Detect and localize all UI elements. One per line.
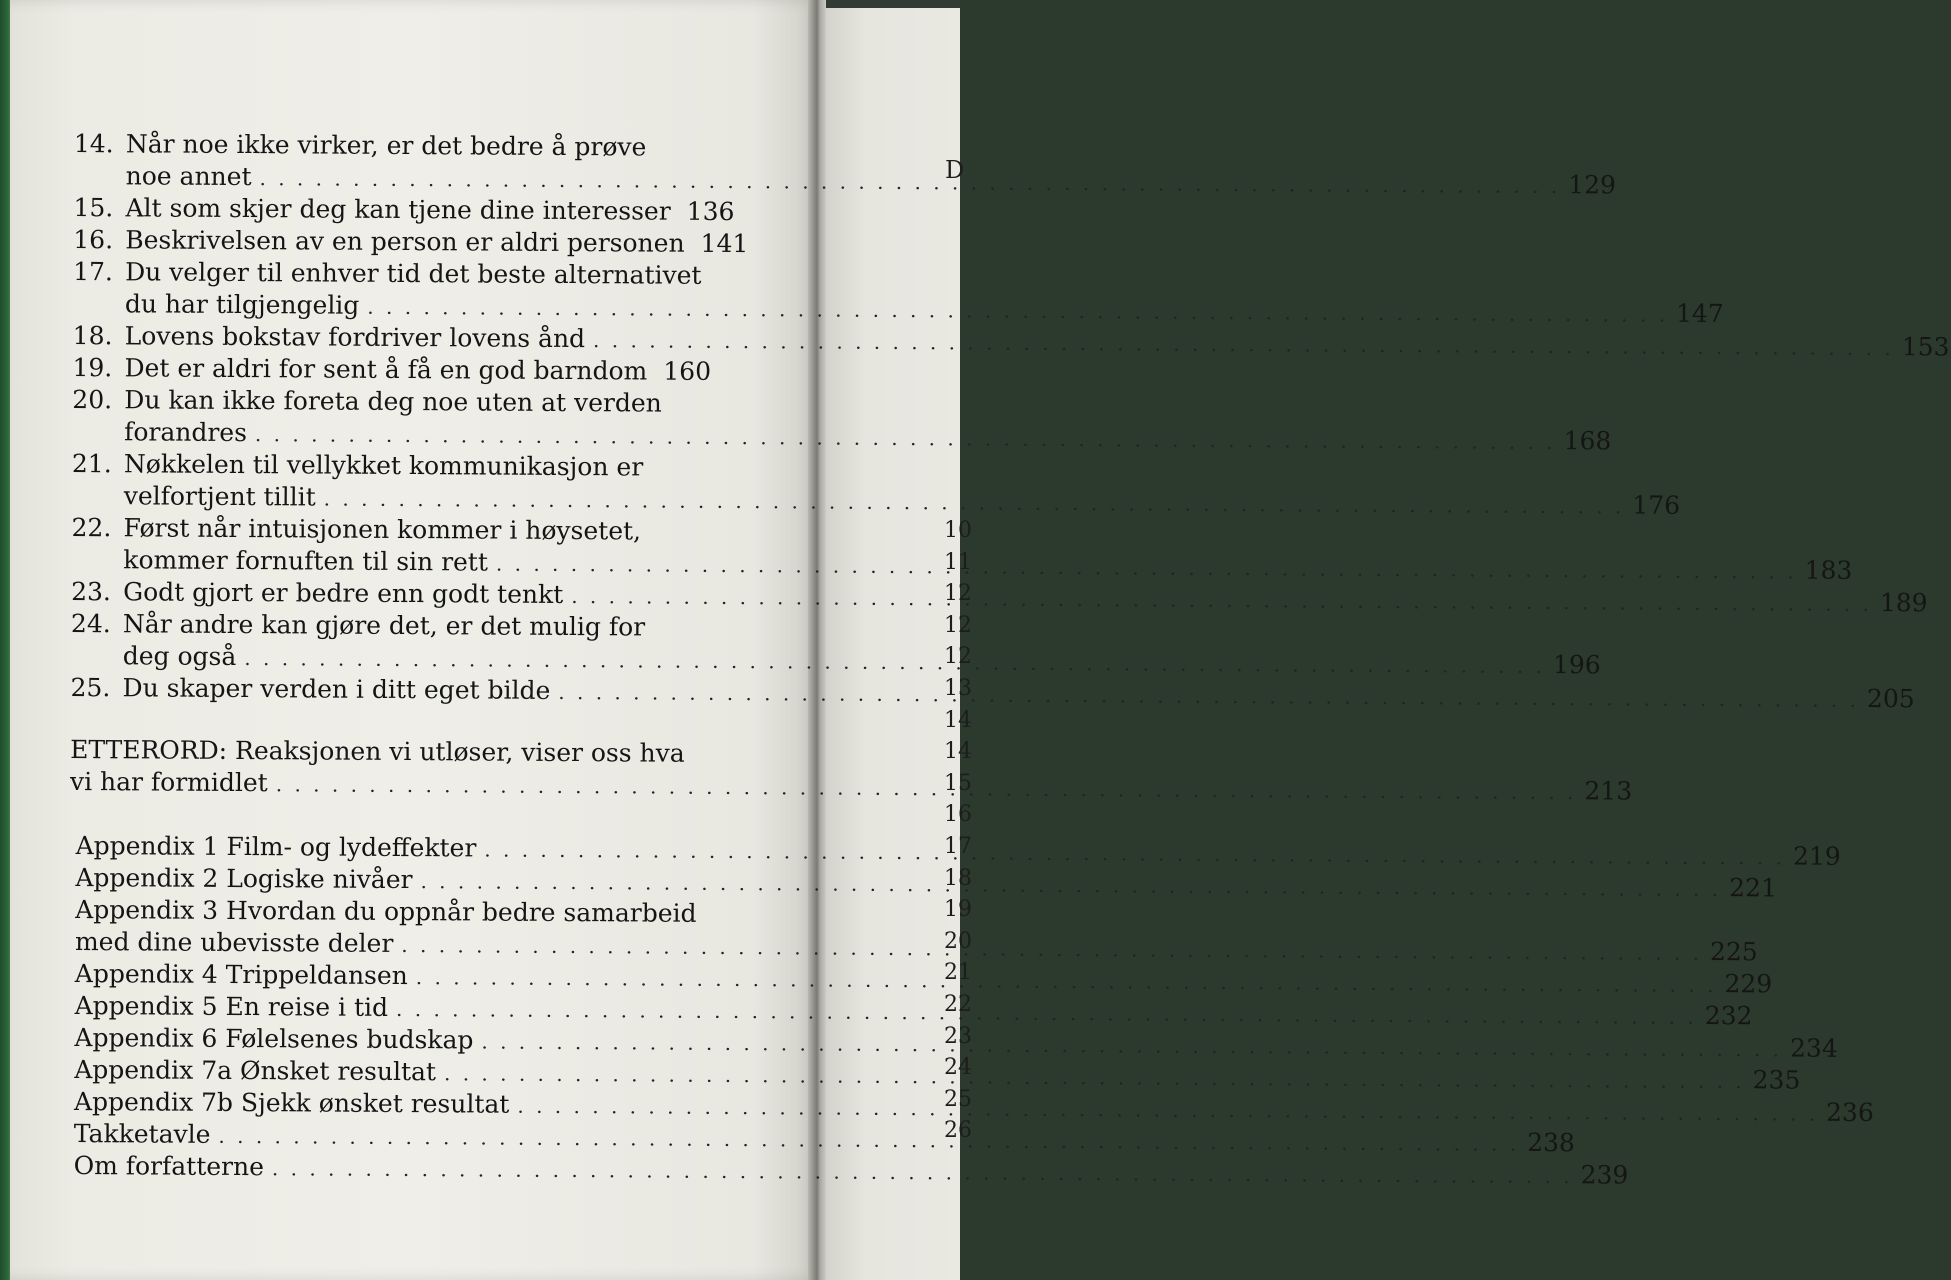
- toc-entry-line: [68, 1022, 1838, 1063]
- toc-entry-title: Lovens bokstav fordriver lovens ånd: [124, 321, 586, 354]
- page-number: 238: [1527, 1127, 1575, 1158]
- toc-entry-title: Du skaper verden i ditt eget bilde: [122, 673, 551, 705]
- page-number: 239: [1580, 1160, 1629, 1190]
- right-page-chapter-number: 22: [944, 992, 972, 1017]
- page-number: 235: [1752, 1065, 1801, 1095]
- right-page-chapter-number: 16: [944, 802, 972, 828]
- right-page-chapter-number: 14: [944, 739, 972, 765]
- page-number: 219: [1792, 841, 1841, 871]
- toc-entry-line: [72, 416, 1612, 456]
- toc-entry-line: [73, 192, 735, 228]
- page-number: 232: [1704, 1000, 1753, 1031]
- page-number: 160: [663, 356, 712, 386]
- toc-entry-title: Om forfatterne: [73, 1151, 265, 1182]
- page-number: 147: [1675, 298, 1724, 329]
- chapter-number: 16.: [73, 224, 114, 255]
- page-number: 236: [1825, 1097, 1874, 1128]
- page-number: 183: [1804, 555, 1853, 585]
- chapter-number: 18.: [72, 320, 113, 351]
- right-page-content: [826, 0, 972, 1280]
- toc-entry-line: [73, 288, 1724, 329]
- right-page-chapter-number: 25: [944, 1086, 972, 1112]
- right-page-chapter-number: 14: [944, 707, 972, 733]
- toc-entry-line: [72, 480, 1681, 520]
- chapter-number: 14.: [73, 128, 114, 159]
- toc-entry-title: Appendix 4 Trippeldansen: [74, 959, 408, 991]
- toc-entry-title: Takketavle: [73, 1119, 211, 1149]
- toc-entry-title: Appendix 1 Film- og lydeffekter: [75, 831, 477, 863]
- page-number: 129: [1568, 170, 1617, 200]
- toc-entry-line: [70, 734, 700, 770]
- toc-entry-line: [71, 608, 701, 644]
- toc-entry-title: Alt som skjer deg kan tjene dine interesser: [125, 193, 671, 226]
- toc-entry-line: [72, 448, 702, 484]
- chapter-number: 23.: [71, 576, 112, 607]
- right-page-chapter-number: 12: [944, 644, 972, 670]
- right-page-chapter-number: 17: [944, 834, 972, 859]
- chapter-number: 15.: [73, 192, 114, 223]
- toc-entry-line: [74, 128, 704, 164]
- page-number: 153: [1901, 332, 1950, 362]
- right-page-chapter-number: 13: [944, 676, 972, 701]
- toc-entry-title: Appendix 3 Hvordan du oppnår bedre samarbeid: [75, 895, 697, 928]
- toc-entry-line: [73, 256, 703, 292]
- right-page-chapter-number: 24: [944, 1055, 972, 1081]
- toc-entry-title: deg også: [122, 641, 237, 672]
- toc-entry-title: velfortjent tillit: [123, 481, 316, 512]
- toc-entry-title: noe annet: [125, 161, 252, 192]
- page-number: 213: [1584, 776, 1633, 806]
- chapter-number: 19.: [72, 352, 113, 383]
- toc-entry-title: Appendix 5 En reise i tid: [74, 991, 389, 1022]
- chapter-number: 24.: [70, 608, 111, 639]
- chapter-number: 21.: [71, 448, 112, 479]
- toc-entry-title: Appendix 7b Sjekk ønsket resultat: [73, 1087, 510, 1119]
- toc-entry-title: Først når intuisjonen kommer i høysetet,: [123, 513, 642, 546]
- toc-entry-title: Når noe ikke virker, er det bedre å prøve: [125, 129, 647, 162]
- right-page-chapter-number: 21: [944, 960, 972, 986]
- right-page-heading-fragment: D: [945, 156, 965, 184]
- toc-entry-title: Appendix 2 Logiske nivåer: [75, 863, 413, 895]
- page-number: 141: [700, 228, 749, 259]
- page-number: 189: [1879, 588, 1928, 618]
- page-number: 176: [1632, 490, 1681, 520]
- right-page-chapter-number: 10: [944, 518, 972, 543]
- toc-entry-title: ETTERORD: Reaksjonen vi utløser, viser oss hva: [70, 734, 685, 768]
- right-page-chapter-number: 19: [944, 897, 972, 923]
- page-number: 221: [1729, 873, 1777, 903]
- page-number: 234: [1789, 1033, 1838, 1063]
- right-page-chapter-number: 20: [944, 928, 972, 954]
- toc-entry-title: Nøkkelen til vellykket kommunikasjon er: [123, 449, 644, 482]
- page-number: 196: [1552, 650, 1601, 680]
- right-page-chapter-number: 12: [944, 612, 972, 638]
- toc-entry-title: Godt gjort er bedre enn godt tenkt: [123, 577, 564, 609]
- section-spacer: [70, 704, 700, 738]
- right-page-chapter-number: 23: [944, 1023, 972, 1049]
- toc-entry-title: Appendix 6 Følelsenes budskap: [74, 1023, 474, 1055]
- chapter-number: 22.: [71, 512, 112, 543]
- chapter-number: 20.: [72, 384, 113, 415]
- toc-entry-line: [72, 320, 1950, 362]
- page-number: 136: [686, 196, 735, 227]
- toc-entry-title: vi har formidlet: [69, 766, 268, 798]
- toc-entry-title: forandres: [124, 417, 248, 448]
- page-number: 225: [1709, 937, 1758, 967]
- page-number: 168: [1563, 426, 1612, 456]
- toc-entry-title: Du velger til enhver tid det beste alternativet: [125, 257, 702, 290]
- toc-entry-line: [71, 512, 701, 548]
- page-number: 229: [1724, 969, 1773, 999]
- toc-entry-title: Beskrivelsen av en person er aldri personen: [125, 225, 685, 258]
- right-page-chapter-number: 26: [944, 1118, 972, 1144]
- section-spacer: [70, 798, 700, 834]
- right-page-chapter-number: 15: [944, 770, 972, 796]
- toc-entry-title: Når andre kan gjøre det, er det mulig for: [122, 609, 646, 642]
- chapter-number: 25.: [70, 672, 111, 703]
- toc-entry-line: [72, 352, 712, 388]
- right-page-chapter-number: 12: [944, 581, 972, 607]
- toc-entry-title: med dine ubevisste deler: [74, 927, 394, 958]
- toc-entry-title: Du kan ikke foreta deg noe uten at verden: [124, 385, 662, 418]
- toc-entry-title: Appendix 7a Ønsket resultat: [74, 1055, 437, 1087]
- right-page-chapter-number: 11: [944, 549, 972, 575]
- toc-entry-line: [74, 160, 1617, 200]
- right-page-chapter-number: 18: [944, 865, 972, 891]
- toc-entry-title: kommer fornuften til sin rett: [123, 545, 489, 577]
- toc-entry-title: Det er aldri for sent å få en god barndom: [124, 353, 648, 386]
- toc-entry-line: [68, 1150, 1629, 1190]
- page-number: 205: [1866, 683, 1915, 714]
- toc-entry-line: [73, 224, 749, 260]
- toc-entry-line: [72, 384, 702, 420]
- chapter-number: 17.: [73, 256, 113, 287]
- toc-entry-line: [69, 894, 699, 930]
- toc-entry-title: du har tilgjengelig: [124, 289, 360, 320]
